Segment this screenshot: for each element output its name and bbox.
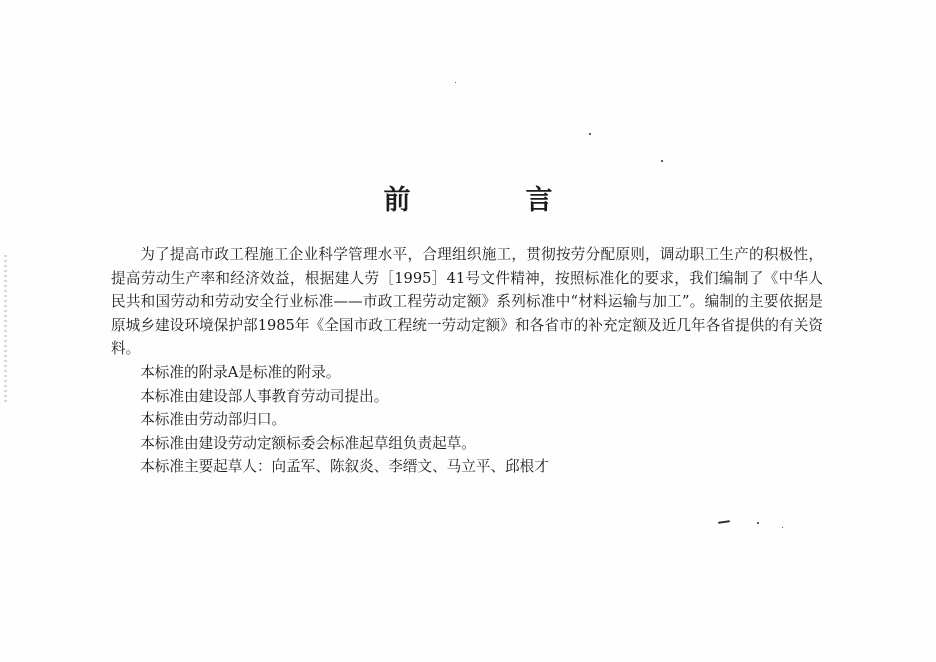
scan-speck	[757, 522, 759, 524]
statement-administrator: 本标准由劳动部归口。	[140, 411, 287, 429]
statement-appendix: 本标准的附录A是标准的附录。	[140, 363, 341, 381]
scan-speck	[718, 520, 730, 524]
page-title: 前 言	[383, 185, 597, 216]
scan-speck	[589, 133, 591, 135]
scan-speck	[661, 160, 663, 162]
intro-paragraph: 为了提高市政工程施工企业科学管理水平，合理组织施工，贯彻按劳分配原则，调动职工生产的积极性，提高劳动生产率和经济效益，根据建人劳［1995］41号文件精神，按照标准化的要求，我们编制了《中华人民共和国劳动和劳动安全行业标准——市政工程劳动定额》系列标准中“材料运输与加工”。编制的主要依据是原城乡建设环境保护部1985年《全国市政工程统一劳动定额》和各省市的补充定额及近几年各省提供的有关资料。	[111, 246, 823, 358]
foreword-body	[111, 243, 823, 479]
scan-speck	[455, 82, 456, 83]
scan-speck	[782, 527, 783, 528]
scan-edge-mark	[4, 255, 7, 405]
statement-drafters: 本标准主要起草人：向孟军、陈叙炎、李缙文、马立平、邱根才	[140, 458, 549, 476]
statement-proposer: 本标准由建设部人事教育劳动司提出。	[140, 387, 389, 405]
statement-drafting-group: 本标准由建设劳动定额标委会标准起草组负责起草。	[140, 434, 476, 452]
